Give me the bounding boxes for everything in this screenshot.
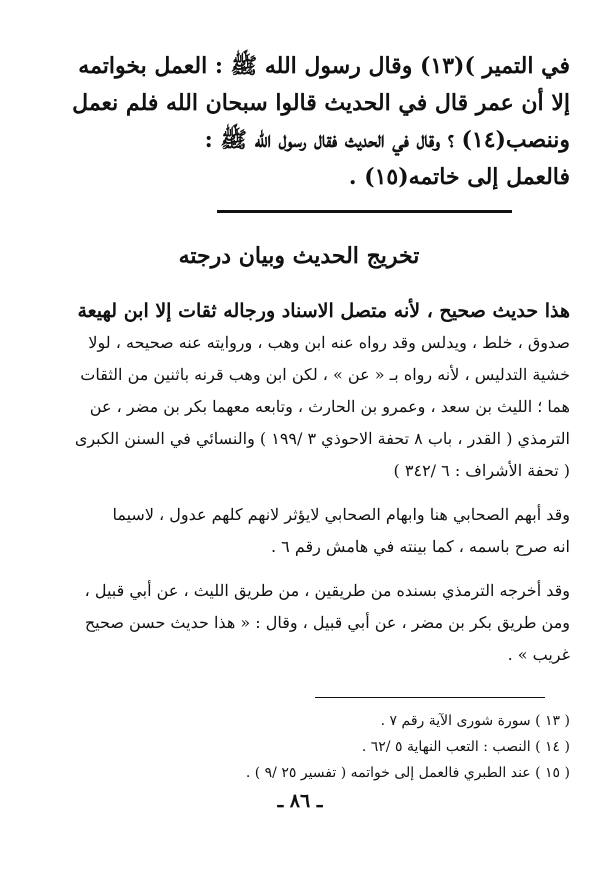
footnote: ( ١٤ ) النصب : التعب النهاية ٥ /٦٢ . (361, 739, 570, 755)
footnote-divider (315, 697, 545, 698)
text-line: الترمذي ( القدر ، باب ٨ تحفة الاحوذي ٣ /١٩٩ ) والنسائي في السنن الكبرى (74, 429, 570, 448)
text-line: وقد أخرجه الترمذي بسنده من طريقين ، من طريق الليث ، عن أبي قبيل ، (84, 581, 570, 600)
lead-line: هذا حديث صحيح ، لأنه متصل الاسناد ورجاله ثقات إلا ابن لهيعة (77, 300, 570, 322)
text-line: وننصب(١٤) ؟ وقال في الحديث فقال رسول الله ﷺ : (204, 127, 570, 153)
text-line: غريب » . (507, 645, 570, 664)
text-line: في التمير )(١٣) وقال رسول الله ﷺ : العمل بخواتمه (78, 53, 570, 79)
section-heading: تخريج الحديث وبيان درجته (178, 243, 420, 269)
text-line: ( تحفة الأشراف : ٦ /٣٤٢ ) (393, 461, 570, 480)
text-line: ومن طريق بكر بن مضر ، عن أبي قبيل ، وقال : « هذا حديث حسن صحيح (84, 613, 570, 632)
text-line: إلا أن عمر قال في الحديث قالوا سبحان الله فلم نعمل (72, 90, 570, 116)
text-line: فالعمل إلى خاتمه(١٥) . (348, 164, 570, 190)
text-line: وقد أبهم الصحابي هنا وابهام الصحابي لايؤثر لانهم كلهم عدول ، لاسيما (112, 505, 570, 524)
text-line: انه صرح باسمه ، كما بينته في هامش رقم ٦ . (270, 537, 570, 556)
page-number: ـ ٨٦ ـ (277, 790, 323, 812)
footnote: ( ١٣ ) سورة شورى الآية رقم ٧ . (380, 713, 570, 729)
footnote: ( ١٥ ) عند الطبري فالعمل إلى خواتمه ( تفسير ٢٥ /٩ ) . (245, 765, 570, 781)
section-divider (217, 210, 512, 213)
main-text (28, 295, 570, 671)
text-line: هما ؛ الليث بن سعد ، وعمرو بن الحارث ، وتابعه معهما بكر بن مضر ، عن (89, 397, 570, 416)
text-line: خشية التدليس ، لأنه رواه بـ « عن » ، لكن ابن وهب قرنه باثنين من الثقات (80, 365, 570, 384)
opening-paragraph (28, 48, 570, 196)
footnotes (28, 708, 570, 786)
text-line: صدوق ، خلط ، ويدلس وقد رواه عنه ابن وهب ، وروايته عنه صحيحه ، لولا (88, 333, 570, 352)
